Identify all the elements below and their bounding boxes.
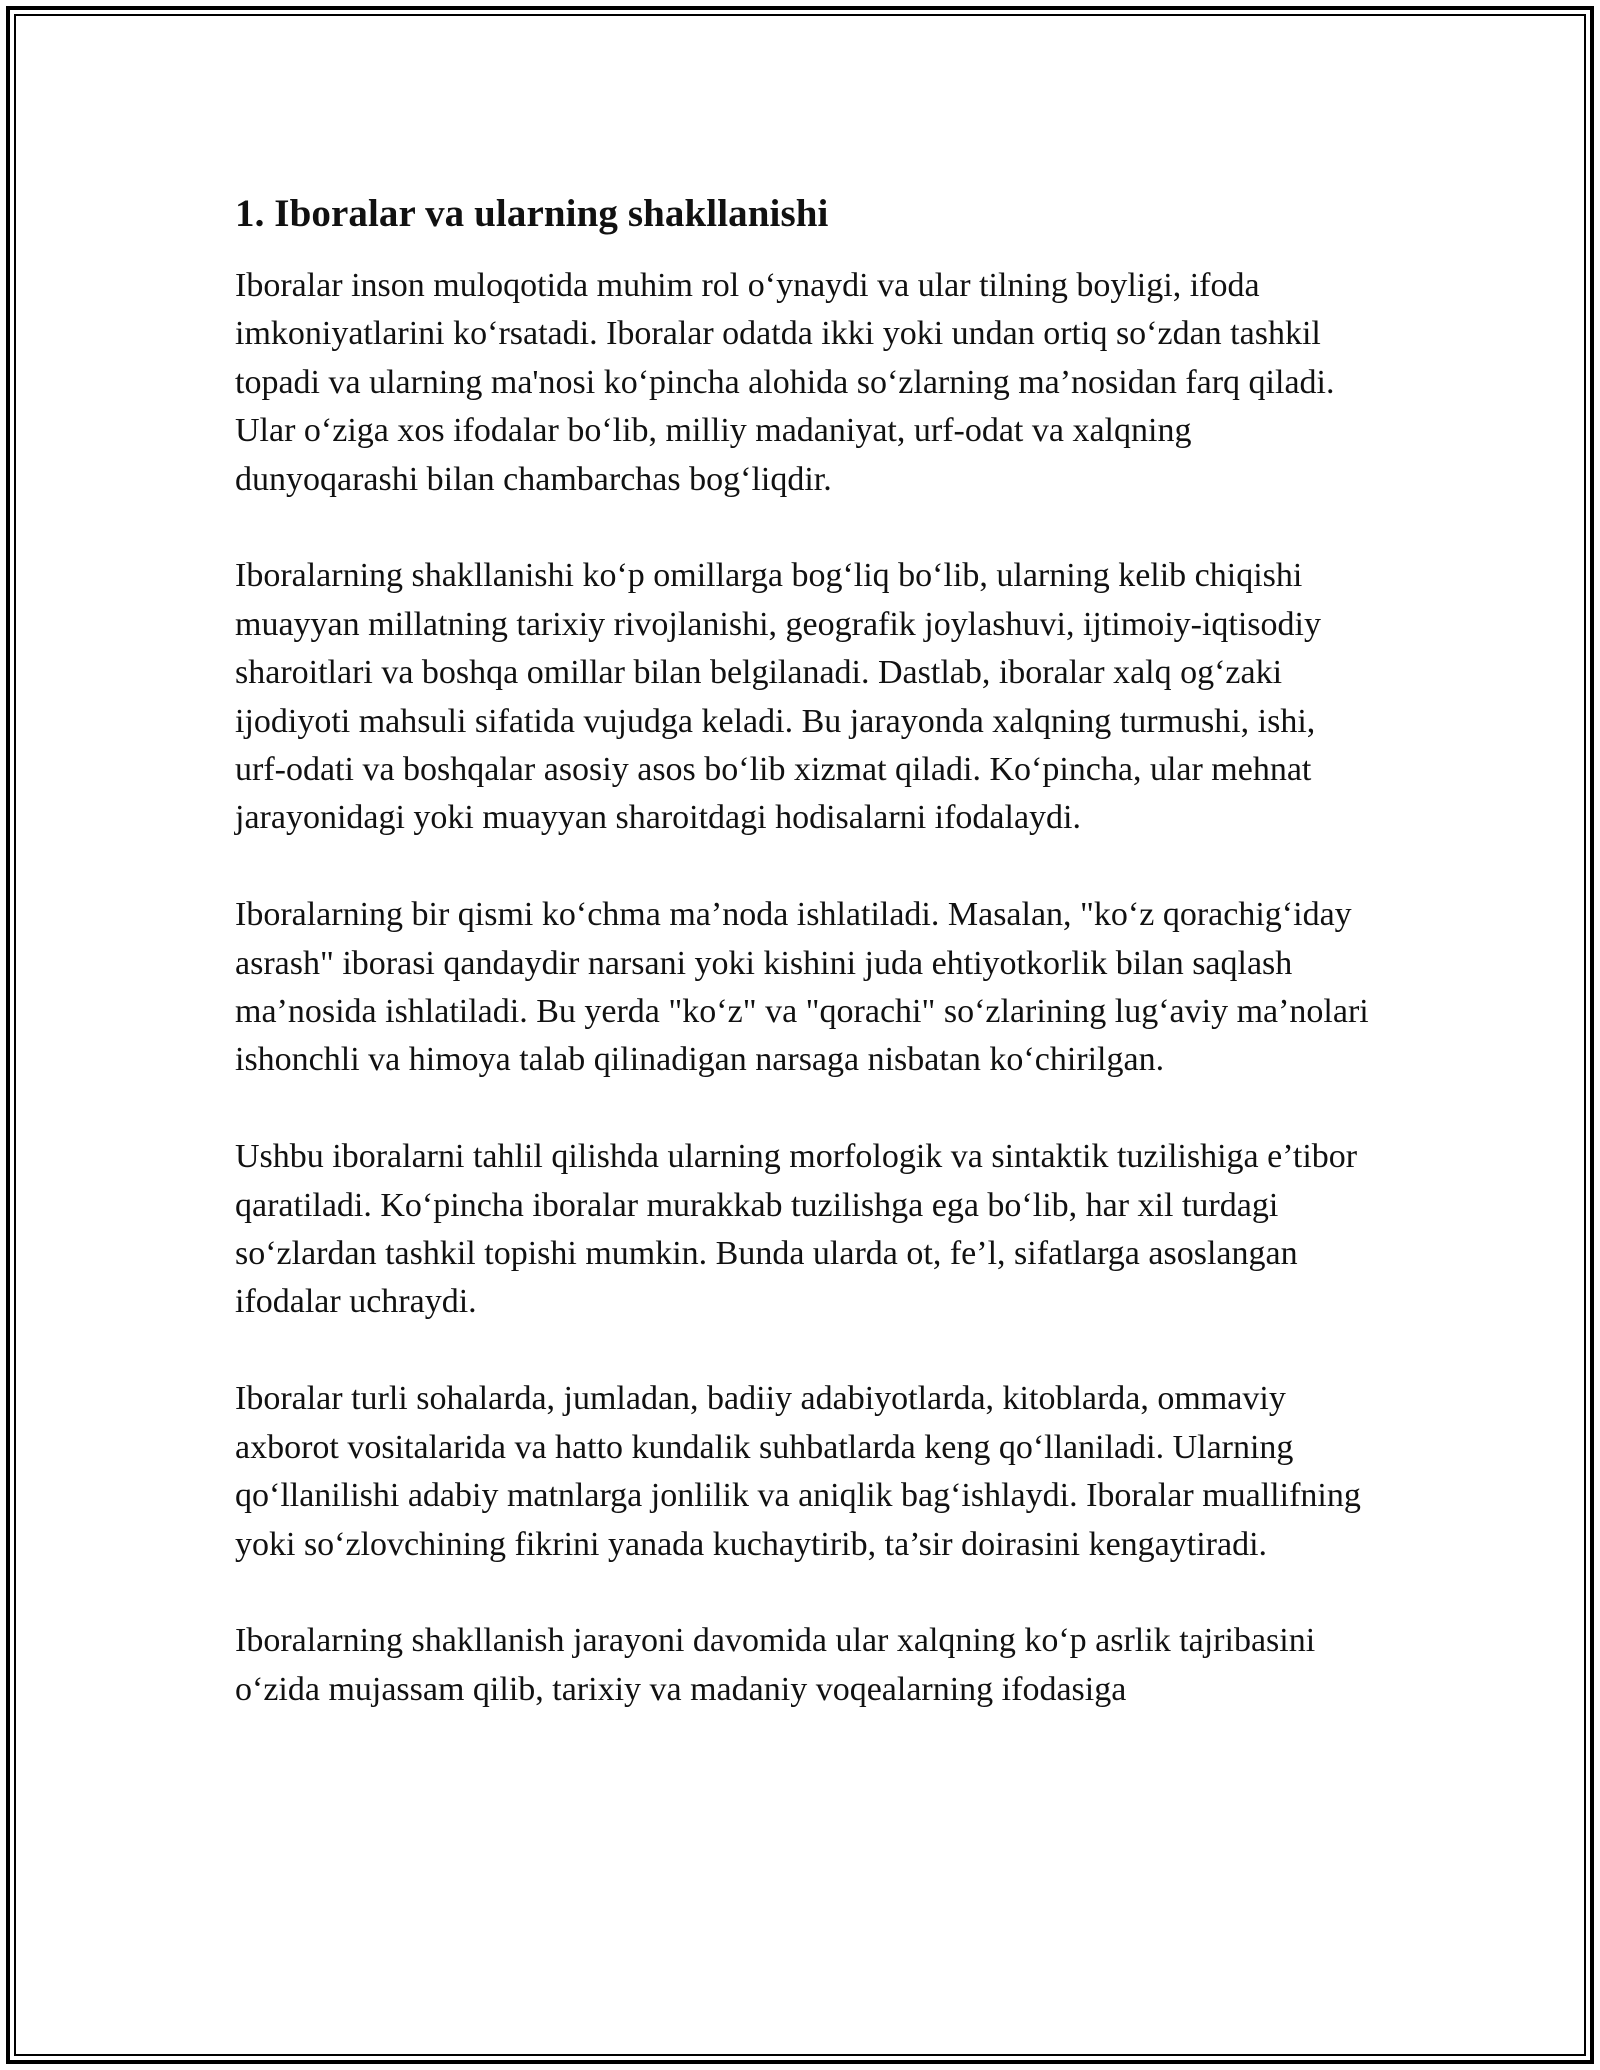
paragraph-2: Iboralarning shakllanishi ko‘p omillarga bog‘liq bo‘lib, ularning kelib chiqishi muayyan millatning tarixiy rivojlanishi, geografik joylashuvi, ijtimoiy-iqtisodiy sharoitlari va boshqa omillar bilan belgilanadi. Dastlab, iboralar xalq og‘zaki ijodiyoti mahsuli sifatida vujudga keladi. Bu jarayonda xalqning turmushi, ishi, urf-odati va boshqalar asosiy asos bo‘lib xizmat qiladi. Ko‘pincha, ular mehnat jarayonidagi yoki muayyan sharoitdagi hodisalarni ifodalaydi.	[235, 557, 1321, 837]
section-heading: 1. Iboralar va ularning shakllanishi	[235, 192, 829, 235]
document-body	[235, 186, 1370, 1714]
paragraph-1: Iboralar inson muloqotida muhim rol o‘ynaydi va ular tilning boyligi, ifoda imkoniyatlarini ko‘rsatadi. Iboralar odatda ikki yoki undan ortiq so‘zdan tashkil topadi va ularning ma'nosi ko‘pincha alohida so‘zlarning ma’nosidan farq qiladi. Ular o‘ziga xos ifodalar bo‘lib, milliy madaniyat, urf-odat va xalqning dunyoqarashi bilan chambarchas bog‘liqdir.	[235, 267, 1335, 498]
paragraph-3: Iboralarning bir qismi ko‘chma ma’noda ishlatiladi. Masalan, "ko‘z qorachig‘iday asrash" iborasi qandaydir narsani yoki kishini juda ehtiyotkorlik bilan saqlash ma’nosida ishlatiladi. Bu yerda "ko‘z" va "qorachi" so‘zlarining lug‘aviy ma’nolari ishonchli va himoya talab qilinadigan narsaga nisbatan ko‘chirilgan.	[235, 896, 1369, 1079]
paragraph-6: Iboralarning shakllanish jarayoni davomida ular xalqning ko‘p asrlik tajribasini o‘zida mujassam qilib, tarixiy va madaniy voqealarning ifodasiga	[235, 1622, 1316, 1708]
paragraph-5: Iboralar turli sohalarda, jumladan, badiiy adabiyotlarda, kitoblarda, ommaviy axborot vositalarida va hatto kundalik suhbatlarda keng qo‘llaniladi. Ularning qo‘llanilishi adabiy matnlarga jonlilik va aniqlik bag‘ishlaydi. Iboralar muallifning yoki so‘zlovchining fikrini yanada kuchaytirib, ta’sir doirasini kengaytiradi.	[235, 1380, 1361, 1563]
paragraph-4: Ushbu iboralarni tahlil qilishda ularning morfologik va sintaktik tuzilishiga e’tibor qaratiladi. Ko‘pincha iboralar murakkab tuzilishga ega bo‘lib, har xil turdagi so‘zlardan tashkil topishi mumkin. Bunda ularda ot, fe’l, sifatlarga asoslangan ifodalar uchraydi.	[235, 1138, 1358, 1321]
